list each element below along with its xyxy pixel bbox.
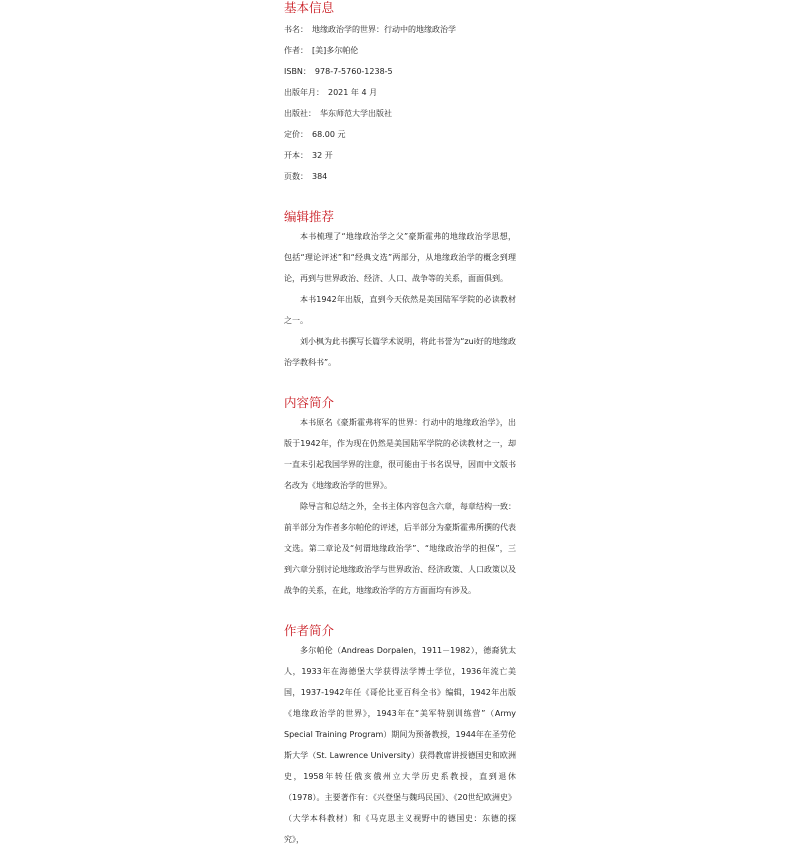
info-label: 作者： xyxy=(284,45,308,55)
info-value: 384 xyxy=(312,171,328,181)
info-label: 书名： xyxy=(284,24,308,34)
recommend-paragraph: 本书1942年出版，直到今天依然是美国陆军学院的必读教材之一。 xyxy=(284,294,516,325)
info-value: [美]多尔帕伦 xyxy=(312,45,359,55)
info-label: 定价： xyxy=(284,129,308,139)
content-summary-heading: 内容简介 xyxy=(284,395,335,410)
info-label: 页数： xyxy=(284,171,308,181)
info-row-title xyxy=(284,19,516,40)
content-summary-section xyxy=(284,412,516,601)
summary-paragraph: 除导言和总结之外，全书主体内容包含六章，每章结构一致：前半部分为作者多尔帕伦的评述，后半部分为豪斯霍弗所撰的代表文选。第二章论及“何谓地缘政治学”、“地缘政治学的担保”，三到六章分别讨论地缘政治学与世界政治、经济政策、人口政策以及战争的关系，在此，地缘政治学的方方面面均有涉及。 xyxy=(284,501,516,595)
author-paragraph: 多尔帕伦（Andreas Dorpalen，1911－1982），德裔犹太人，1933年在海德堡大学获得法学博士学位，1936年流亡美国，1937-1942年任《哥伦比亚百科全书》编辑，1942年出版《地缘政治学的世界》，1943年在“美军特别训练营”（Army Special Training Program）期间为预备教授，1944年在圣劳伦斯大学（St. Lawrence University）获得教席讲授德国史和欧洲史，1958年转任俄亥俄州立大学历史系教授，直到退休（1978）。主要著作有：《兴登堡与魏玛民国》、《20世纪欧洲史》（大学本科教材）和《马克思主义视野中的德国史：东德的探究》， xyxy=(284,645,516,844)
info-value: 2021 年 4 月 xyxy=(328,87,378,97)
editor-recommend-section xyxy=(284,226,516,373)
info-label: 出版社： xyxy=(284,108,316,118)
info-label: 出版年月： xyxy=(284,87,324,97)
info-row-pages xyxy=(284,166,516,187)
info-row-author xyxy=(284,40,516,61)
author-intro-heading: 作者简介 xyxy=(284,623,335,638)
info-value: 地缘政治学的世界：行动中的地缘政治学 xyxy=(312,24,456,34)
info-row-format xyxy=(284,145,516,166)
info-value: 68.00 元 xyxy=(312,129,346,139)
book-detail-column xyxy=(284,0,516,850)
info-label: 开本： xyxy=(284,150,308,160)
summary-paragraph: 本书原名《豪斯霍弗将军的世界：行动中的地缘政治学》，出版于1942年，作为现在仍然是美国陆军学院的必读教材之一，却一直未引起我国学界的注意，很可能由于书名误导，因而中文版书名改为《地缘政治学的世界》。 xyxy=(284,417,516,490)
recommend-paragraph: 本书梳理了“地缘政治学之父”豪斯霍弗的地缘政治学思想，包括“理论评述”和“经典文选”两部分，从地缘政治学的概念到理论，再到与世界政治、经济、人口、战争等的关系，面面俱到。 xyxy=(284,231,516,283)
info-row-publisher xyxy=(284,103,516,124)
info-row-pubdate xyxy=(284,82,516,103)
editor-recommend-heading: 编辑推荐 xyxy=(284,209,335,224)
basic-info-heading: 基本信息 xyxy=(284,0,335,15)
info-value: 华东师范大学出版社 xyxy=(320,108,392,118)
info-row-isbn xyxy=(284,61,516,82)
author-intro-section xyxy=(284,640,516,850)
info-value: 32 开 xyxy=(312,150,333,160)
basic-info-list xyxy=(284,19,516,187)
info-value: 978-7-5760-1238-5 xyxy=(314,66,393,76)
info-row-price xyxy=(284,124,516,145)
recommend-paragraph: 刘小枫为此书撰写长篇学术说明，将此书誉为“zui好的地缘政治学教科书”。 xyxy=(284,336,516,367)
info-label: ISBN： xyxy=(284,66,311,76)
